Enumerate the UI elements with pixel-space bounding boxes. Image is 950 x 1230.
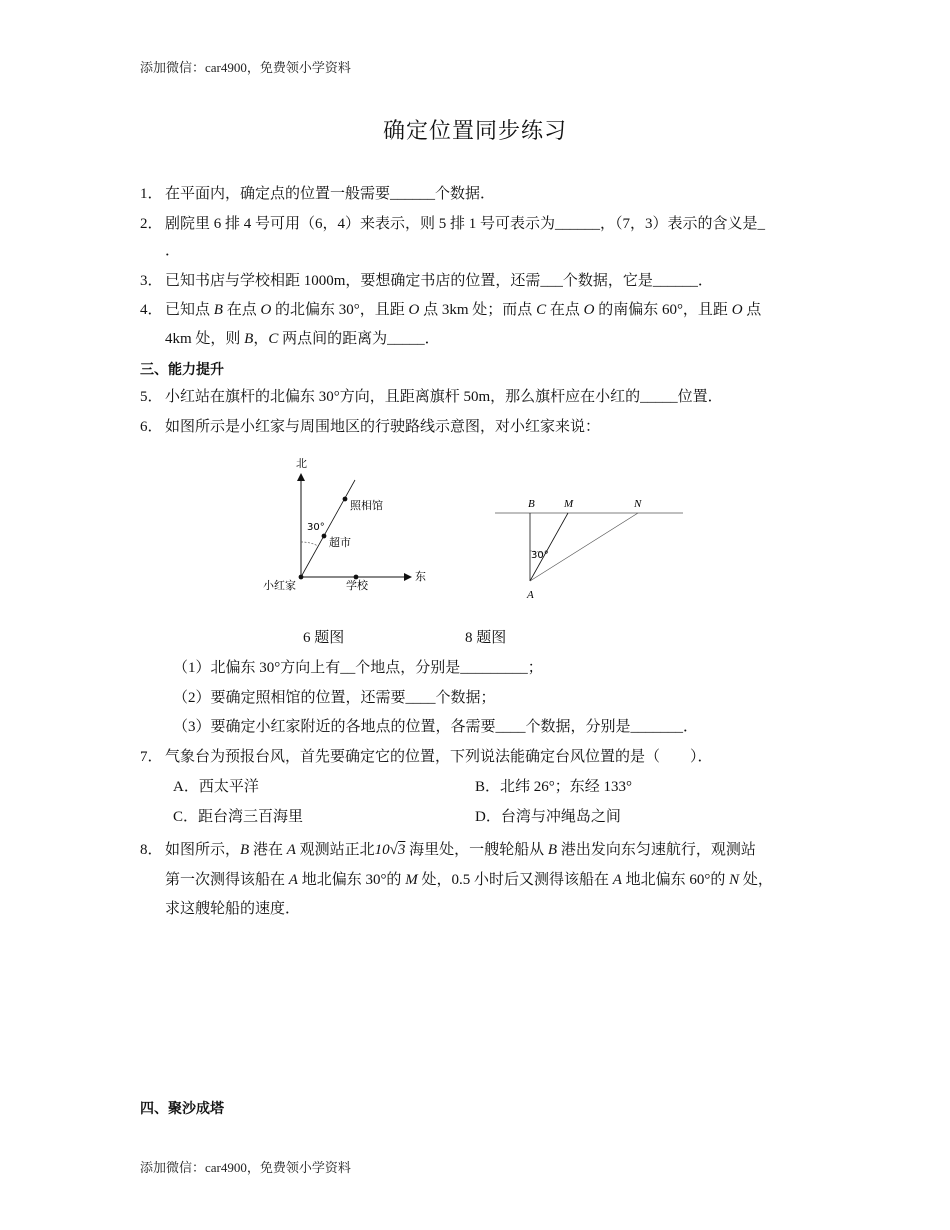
option-A: A．西太平洋 — [173, 779, 259, 795]
point-A-label: A — [527, 589, 534, 601]
question-6: 6． 如图所示是小红家与周围地区的行驶路线示意图，对小红家来说： — [140, 419, 601, 435]
radical-expression: 10√3 — [374, 842, 406, 858]
home-label: 小红家 — [263, 579, 296, 592]
angle-label: 30° — [531, 550, 549, 561]
figure-8-caption: 8 题图 — [465, 630, 507, 646]
footer-note: 添加微信：car4900，免费领小学资料 — [140, 1160, 351, 1175]
angle-arc — [301, 542, 318, 546]
school-label: 学校 — [346, 579, 368, 592]
market-point — [322, 534, 327, 539]
figure-6-diagram — [255, 450, 445, 610]
question-1: 1． 在平面内，确定点的位置一般需要______个数据． — [140, 186, 496, 202]
question-5: 5． 小红站在旗杆的北偏东 30°方向，且距离旗杆 50m，那么旗杆应在小红的_____位置． — [140, 389, 723, 405]
page-title: 确定位置同步练习 — [382, 119, 567, 144]
home-point — [299, 575, 304, 580]
question-2-line2: ． — [165, 243, 181, 259]
section-4-heading: 四、聚沙成塔 — [140, 1101, 224, 1117]
point-M-label: M — [564, 498, 574, 510]
east-label: 东 — [415, 570, 426, 583]
option-B: B．北纬 26°；东经 133° — [475, 779, 633, 795]
question-8-line3: 求这艘轮船的速度． — [165, 901, 301, 917]
line-AN — [530, 513, 638, 581]
question-7: 7． 气象台为预报台风，首先要确定它的位置，下列说法能确定台风位置的是（ ）． — [140, 749, 713, 765]
angle-label: 30° — [307, 522, 325, 533]
point-B-label: B — [528, 498, 535, 510]
section-3-heading: 三、能力提升 — [140, 362, 224, 378]
photo-studio-point — [343, 497, 348, 502]
point-N-label: N — [634, 498, 642, 510]
question-6-sub2: （2）要确定照相馆的位置，还需要____个数据； — [173, 690, 496, 706]
option-D: D．台湾与冲绳岛之间 — [475, 809, 621, 825]
line-AM — [530, 513, 568, 581]
option-C: C．距台湾三百海里 — [173, 809, 304, 825]
photo-studio-label: 照相馆 — [350, 499, 383, 512]
question-8-line2: 第一次测得该船在 A 地北偏东 30°的 M 处，0.5 小时后又测得该船在 A 地北偏东 60°的 N 处， — [165, 872, 773, 888]
figure-8-diagram — [490, 490, 690, 605]
market-label: 超市 — [329, 536, 351, 549]
question-3: 3． 已知书店与学校相距 1000m，要想确定书店的位置，还需___个数据，它是______． — [140, 273, 713, 289]
question-6-sub1: （1）北偏东 30°方向上有__个地点，分别是_________； — [173, 660, 543, 676]
question-8: 8． 如图所示，B 港在 A 观测站正北10√3 海里处，一艘轮船从 B 港出发向东匀速航行，观测站 — [140, 842, 756, 858]
header-note: 添加微信：car4900，免费领小学资料 — [140, 60, 351, 75]
figure-6-caption: 6 题图 — [303, 630, 345, 646]
north-label: 北 — [296, 457, 307, 470]
question-4: 4． 已知点 B 在点 O 的北偏东 30°，且距 O 点 3km 处；而点 C 在点 O 的南偏东 60°，且距 O 点 — [140, 302, 762, 318]
question-6-sub3: （3）要确定小红家附近的各地点的位置，各需要____个数据，分别是_______． — [173, 719, 699, 735]
question-4-line2: 4km 处，则 B，C 两点间的距离为_____． — [165, 331, 440, 347]
question-2: 2． 剧院里 6 排 4 号可用（6，4）来表示，则 5 排 1 号可表示为______，（7，3）表示的含义是_ — [140, 216, 766, 232]
